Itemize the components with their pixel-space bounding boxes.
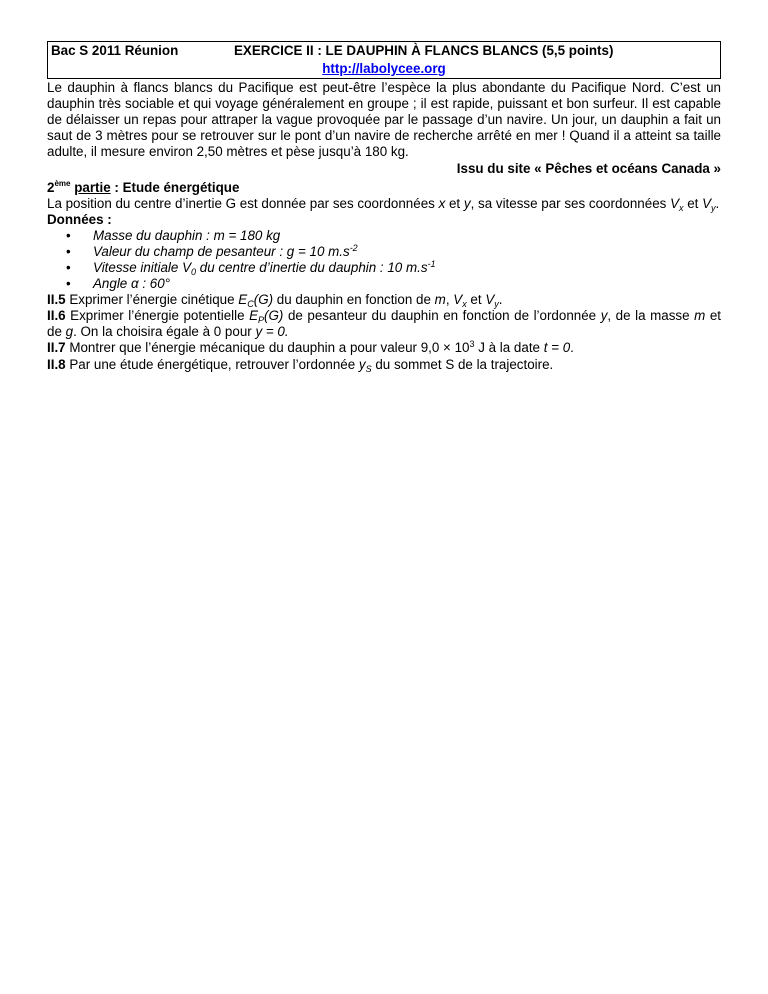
text-span: du sommet S de la trajectoire. — [371, 356, 554, 372]
var-ys-sub: S — [365, 363, 372, 374]
data-item-exponent: -1 — [427, 258, 436, 269]
text-span: . On la choisira égale à 0 pour — [73, 324, 256, 340]
text-span: . — [715, 195, 720, 211]
text-span: de pesanteur du dauphin en fonction de l’ordonnée — [283, 308, 601, 324]
part-number-suffix: ème — [54, 178, 71, 188]
question-number: II.7 — [47, 340, 66, 356]
data-item-subscript: 0 — [191, 266, 197, 277]
var-vy-sub: y — [494, 299, 499, 310]
document-page — [47, 41, 721, 373]
bullet-icon: • — [66, 227, 71, 243]
question-ii5 — [47, 292, 721, 308]
text-span: Montrer que l’énergie mécanique du dauphin a pour valeur 9,0 × 10 — [65, 340, 470, 356]
text-span: , de la masse — [607, 308, 695, 324]
part-number: 2 — [47, 179, 55, 195]
header-box — [47, 41, 721, 79]
var-m: m — [434, 292, 446, 308]
data-item-gravity — [66, 244, 721, 260]
var-vy: V — [485, 292, 495, 308]
bullet-icon: • — [66, 259, 71, 275]
var-vx-sub: x — [462, 299, 467, 310]
position-paragraph — [47, 196, 721, 212]
header-link-row — [48, 61, 720, 77]
data-item-text: du centre d’inertie du dauphin : 10 m.s — [196, 259, 428, 275]
text-span: J à la date — [474, 340, 544, 356]
var-vx-sub: x — [679, 202, 684, 213]
text-span: et — [445, 195, 464, 211]
question-ii6 — [47, 308, 721, 340]
data-list — [47, 228, 721, 292]
text-span: du dauphin en fonction de — [273, 292, 435, 308]
source-credit: Issu du site « Pêches et océans Canada » — [456, 161, 721, 177]
data-item-speed — [66, 260, 721, 276]
var-y: y — [463, 195, 471, 211]
var-vy-sub: y — [711, 202, 716, 213]
var-y0: y = 0. — [255, 324, 289, 340]
var-vy: V — [702, 195, 712, 211]
text-span: La position du centre d’inertie G est donnée par ses coordonnées — [47, 195, 439, 211]
data-item-text: Masse du dauphin : m = 180 kg — [93, 227, 281, 243]
labolycee-link[interactable]: http://labolycee.org — [322, 61, 446, 76]
text-span: et — [683, 195, 703, 211]
part-title — [47, 179, 721, 196]
data-item-text: Vitesse initiale V — [93, 259, 192, 275]
question-number: II.5 — [47, 292, 66, 308]
text-span: et — [466, 292, 486, 308]
var-e: E — [249, 308, 259, 324]
var-x: x — [438, 195, 446, 211]
intro-paragraph: Le dauphin à flancs blancs du Pacifique est peut-être l’espèce la plus abondante du Pacifique Nord. C’est un dauphin très sociable et qui voyage généralement en groupe ; il est rapide, puissant et bon surfeur. Il est capable de délaisser un repas pour attraper la vague provoquée par le passage d’un navire. Un jour, un dauphin a fait un saut de 3 mètres pour se retrouver sur le pont d’un navire de recherche arrêté en mer ! Quand il a atteint sa taille adulte, il mesure environ 2,50 mètres et pèse jusqu’à 180 kg. — [47, 80, 721, 160]
text-span: Par une étude énergétique, retrouver l’ordonnée — [65, 356, 359, 372]
bullet-icon: • — [66, 243, 71, 259]
var-e-sub: P — [258, 315, 265, 326]
text-span: , — [445, 292, 454, 308]
data-item-angle — [66, 276, 721, 292]
var-t: t = 0 — [543, 340, 571, 356]
question-number: II.6 — [47, 308, 66, 324]
text-span: , sa vitesse par ses coordonnées — [470, 195, 671, 211]
text-span: . — [570, 340, 574, 356]
var-g: g — [65, 324, 74, 340]
question-ii8 — [47, 357, 721, 373]
question-ii7 — [47, 340, 721, 356]
var-e-sub: C — [247, 299, 254, 310]
bullet-icon: • — [66, 276, 71, 292]
part-subject: : Etude énergétique — [110, 179, 240, 195]
var-vx: V — [670, 195, 679, 211]
data-item-mass — [66, 228, 721, 244]
exponent: 3 — [469, 339, 475, 350]
var-m: m — [694, 308, 706, 324]
question-number: II.8 — [47, 356, 66, 372]
text-span: Exprimer l’énergie cinétique — [65, 292, 239, 308]
data-item-text: Valeur du champ de pesanteur : g = 10 m.s — [93, 243, 350, 259]
text-span: . — [498, 292, 503, 308]
var-vx: V — [453, 292, 463, 308]
var-g: (G) — [264, 308, 284, 324]
var-g: (G) — [253, 292, 274, 308]
exam-reference: Bac S 2011 Réunion — [51, 43, 179, 58]
data-item-exponent: -2 — [349, 242, 358, 253]
var-y: y — [600, 308, 608, 324]
text-span: et de — [47, 308, 722, 340]
text-span: Exprimer l’énergie potentielle — [65, 308, 250, 324]
part-word: partie — [74, 179, 111, 195]
var-ys: y — [358, 356, 366, 372]
var-e: E — [238, 292, 248, 308]
exercise-title: EXERCICE II : LE DAUPHIN À FLANCS BLANCS (5,5 points) — [234, 43, 614, 58]
data-item-text: Angle α : 60° — [93, 276, 171, 292]
data-heading: Données : — [47, 211, 112, 227]
